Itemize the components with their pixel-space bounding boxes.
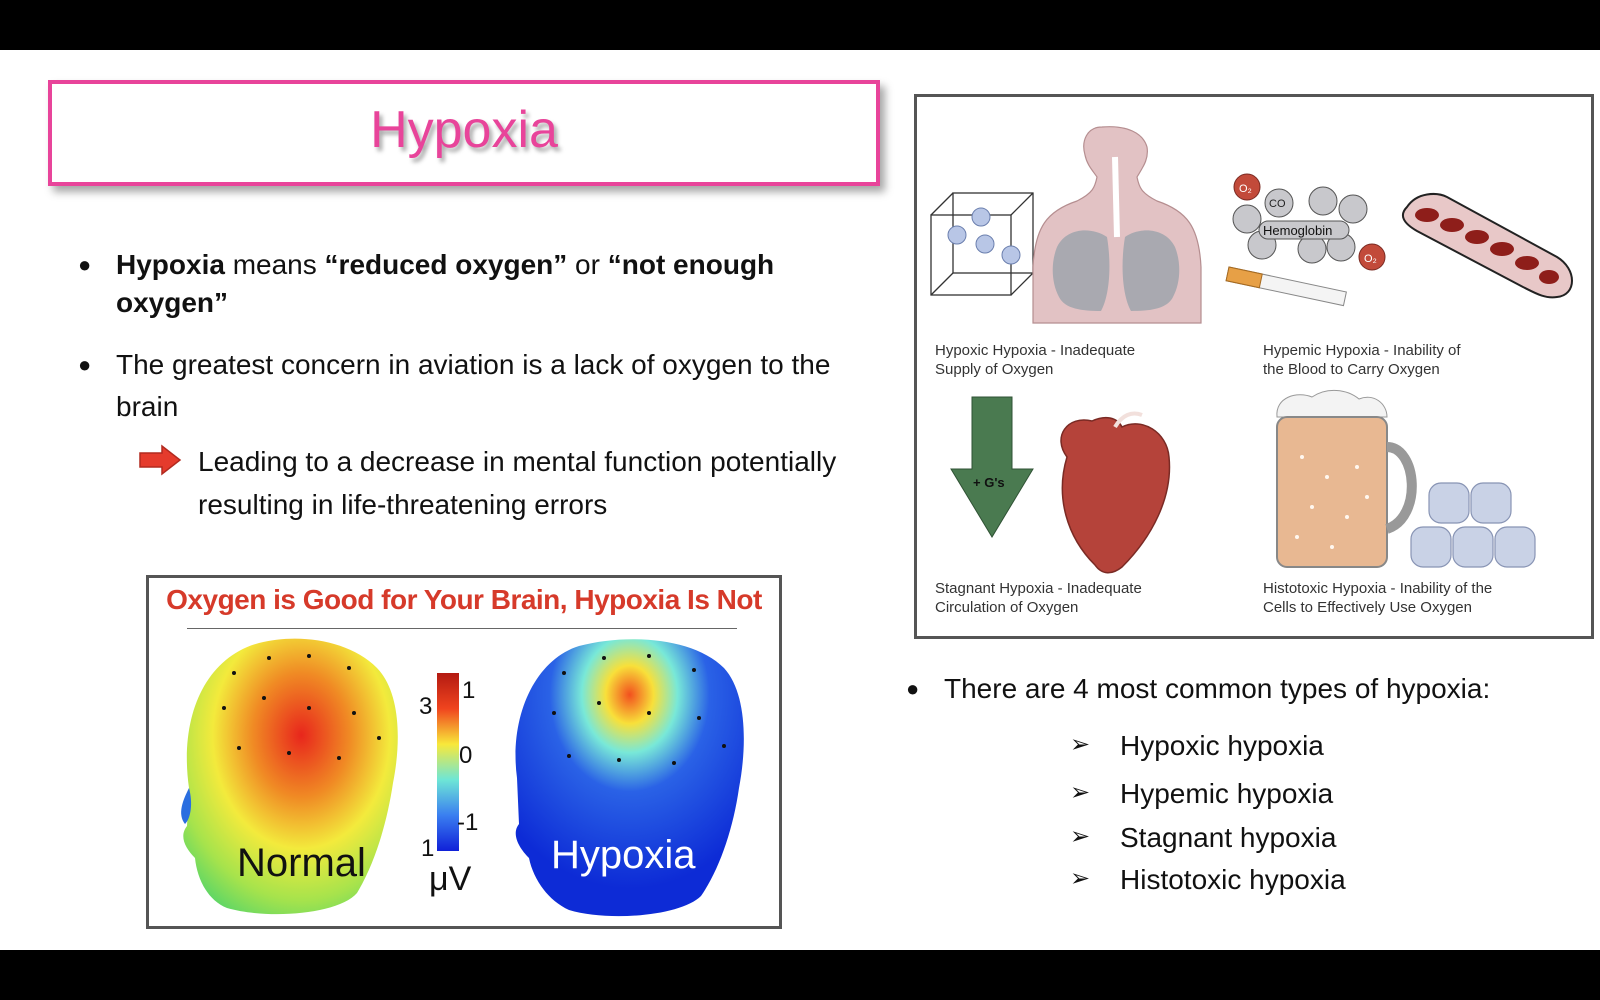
gs-label: + G's: [973, 475, 1005, 490]
brain-eeg-image: [146, 575, 782, 929]
normal-label: Normal: [237, 841, 366, 885]
chevron-arrow-icon: ➢: [1070, 731, 1091, 758]
brain-image-title: Oxygen is Good for Your Brain, Hypoxia Is Not: [166, 584, 762, 615]
bullet-dot-icon: ●: [78, 352, 92, 377]
bullet-dot-icon: ●: [906, 676, 920, 701]
slide-title: Hypoxia: [370, 101, 558, 159]
caption-histotoxic-hypoxia: [1263, 579, 1492, 617]
mental-function-text: Leading to a decrease in mental function potentially resulting in life-threatening errors: [198, 446, 837, 520]
bullet-definition: [78, 246, 878, 322]
o2-label-top: O₂: [1239, 183, 1252, 195]
aviation-concern-text: The greatest concern in aviation is a lack of oxygen to the brain: [116, 349, 831, 422]
left-bullets: [78, 246, 878, 526]
caption-hypoxic-hypoxia: [935, 341, 1135, 379]
co-label: CO: [1269, 198, 1286, 210]
bullet-types-intro: [906, 670, 1586, 708]
scale-mid-label: 0: [459, 742, 473, 769]
bullet-aviation-concern: [78, 344, 878, 428]
caption-hypoxic-text: Hypoxic Hypoxia - Inadequate Supply of Oxygen: [935, 342, 1136, 378]
beer-mug-icon: [1277, 390, 1412, 567]
caption-hypemic-text: Hypemic Hypoxia - Inability of the Blood to Carry Oxygen: [1263, 342, 1461, 378]
term-hypoxia: Hypoxia: [116, 249, 225, 280]
cigarette-icon: [1226, 267, 1346, 306]
hypoxia-types-diagram: [914, 94, 1594, 639]
list-item-label: Hypemic hypoxia: [1120, 778, 1334, 809]
list-item-label: Histotoxic hypoxia: [1120, 864, 1346, 895]
hypoxia-label: Hypoxia: [551, 833, 696, 877]
chevron-arrow-icon: ➢: [1070, 865, 1091, 892]
scale-left-top-label: 3: [419, 693, 433, 720]
title-box: [48, 80, 880, 186]
o2-label-bottom: O₂: [1364, 253, 1377, 265]
list-item: [1070, 864, 1346, 896]
list-item: [1070, 778, 1346, 810]
quote-reduced-oxygen: “reduced oxygen”: [324, 249, 568, 280]
g-force-arrow-icon: [951, 397, 1033, 537]
chevron-arrow-icon: ➢: [1070, 823, 1091, 850]
heart-icon: [1061, 414, 1169, 573]
list-item-label: Hypoxic hypoxia: [1120, 730, 1324, 761]
sub-bullet-mental-function: [138, 440, 878, 526]
brain-heads-graphic: [149, 578, 782, 929]
color-scale-bar: [437, 673, 459, 851]
list-item: [1070, 822, 1346, 854]
quote-not-enough-oxygen: “not enough oxygen”: [116, 249, 775, 318]
text-means: means: [224, 249, 325, 280]
caption-stagnant-hypoxia: [935, 579, 1142, 617]
lungs-torso-icon: [1033, 127, 1201, 323]
list-item: [1070, 730, 1346, 762]
bullet-dot-icon: ●: [78, 252, 92, 277]
hypoxia-types-list: [1070, 730, 1346, 896]
slide: [0, 50, 1600, 950]
text-or: or: [567, 249, 608, 280]
caption-hypemic-hypoxia: [1263, 341, 1461, 379]
types-intro-text: There are 4 most common types of hypoxia:: [944, 673, 1491, 704]
list-item-label: Stagnant hypoxia: [1120, 822, 1337, 853]
blood-vessel-icon: [1403, 194, 1572, 297]
caption-histotoxic-text: Histotoxic Hypoxia - Inability of the Cells to Effectively Use Oxygen: [1263, 580, 1493, 616]
scale-low-label: -1: [457, 809, 479, 836]
caption-stagnant-text: Stagnant Hypoxia - Inadequate Circulation of Oxygen: [935, 580, 1142, 616]
cells-icon: [1411, 483, 1535, 567]
hemoglobin-label: Hemoglobin: [1263, 223, 1333, 238]
chevron-arrow-icon: ➢: [1070, 779, 1091, 806]
scale-top-label: 1: [462, 677, 476, 704]
scale-left-bottom-label: 1: [421, 835, 435, 862]
unit-label: μV: [429, 860, 472, 898]
hemoglobin-co-icon: [1233, 174, 1385, 270]
red-arrow-icon: [138, 444, 182, 476]
